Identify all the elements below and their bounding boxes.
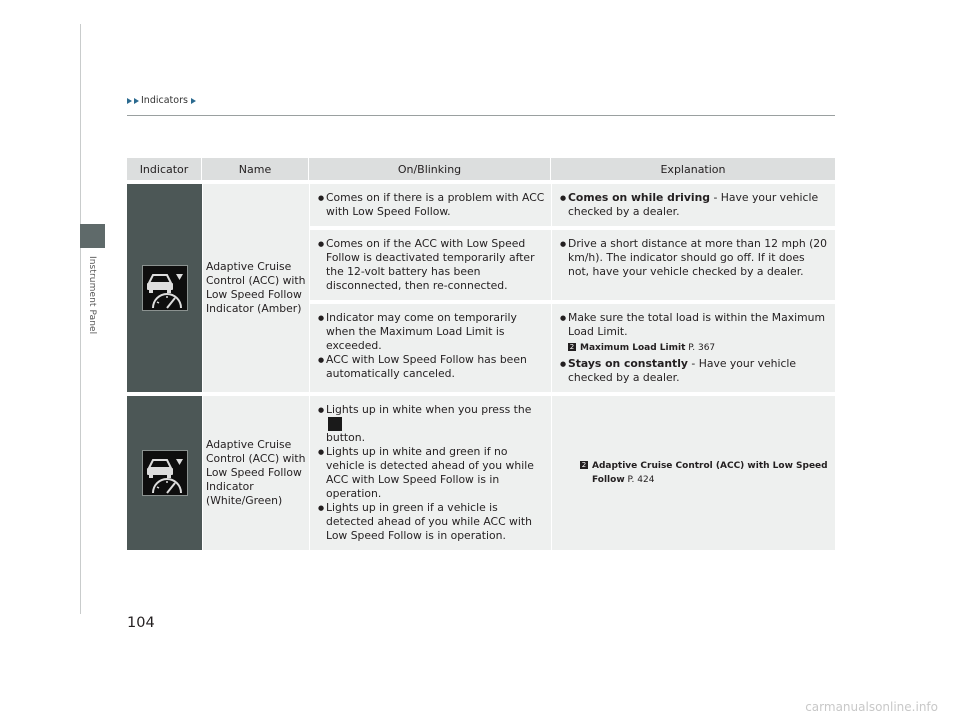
watermark: carmanualsonline.info <box>805 700 938 714</box>
explanation-emphasis: Stays on constantly <box>568 357 688 370</box>
on-text: ● Lights up in white and green if no vehicle is detected ahead of you while ACC with Low Speed Follow is in operation. <box>318 445 545 501</box>
indicator-name-cell: Adaptive Cruise Control (ACC) with Low Speed Follow Indicator (White/Green) <box>202 396 309 550</box>
on-cell <box>309 304 551 392</box>
reference-title: Maximum Load Limit <box>580 343 686 353</box>
reference-icon: 2 <box>569 343 575 351</box>
indicator-cell <box>127 184 202 392</box>
breadcrumb-section[interactable]: Indicators <box>141 95 188 106</box>
on-cell <box>309 396 551 550</box>
side-rule <box>80 24 81 614</box>
on-text <box>318 403 545 445</box>
explanation-text: ● Drive a short distance at more than 12 mph (20 km/h). The indicator should go off. If it does not, have your vehicle checked by a dealer. <box>560 237 829 279</box>
explanation-text <box>560 357 829 385</box>
table-row-group-amber <box>127 184 835 392</box>
indicator-name-cell: Adaptive Cruise Control (ACC) with Low Speed Follow Indicator (Amber) <box>202 184 309 392</box>
explanation-detail: - Have your vehicle checked by a dealer. <box>568 191 819 218</box>
acc-white-green-indicator-icon <box>142 450 188 496</box>
table-row <box>309 396 835 550</box>
arrow-right-icon <box>191 98 196 104</box>
header-on-blinking: On/Blinking <box>309 158 551 180</box>
explanation-cell <box>551 184 835 226</box>
reference-page: P. 367 <box>685 343 716 353</box>
chapter-label: Instrument Panel <box>87 256 97 335</box>
indicator-table <box>127 158 835 550</box>
table-row <box>309 184 835 226</box>
table-row-group-white-green <box>127 396 835 550</box>
on-text: ● Comes on if there is a problem with ACC with Low Speed Follow. <box>318 191 545 219</box>
acc-amber-indicator-icon <box>142 265 188 311</box>
explanation-cell <box>551 396 835 550</box>
explanation-text <box>560 191 829 219</box>
on-text: ● ACC with Low Speed Follow has been automatically canceled. <box>318 353 545 381</box>
reference-page: P. 424 <box>624 475 655 485</box>
header-indicator: Indicator <box>127 158 202 180</box>
header-explanation: Explanation <box>660 162 726 176</box>
table-header <box>127 158 835 180</box>
indicator-cell <box>127 396 202 550</box>
explanation-text: ● Make sure the total load is within the Maximum Load Limit. <box>560 311 829 339</box>
explanation-cell <box>551 230 835 300</box>
arrow-right-icon <box>134 98 139 104</box>
on-text: ● Indicator may come on temporarily when the Maximum Load Limit is exceeded. <box>318 311 545 353</box>
on-text-part: button. <box>326 431 366 444</box>
header-name: Name <box>202 158 309 180</box>
on-text: ● Lights up in green if a vehicle is detected ahead of you while ACC with Low Speed Follow is in operation. <box>318 501 545 543</box>
cross-reference-link[interactable] <box>580 459 829 487</box>
acc-button-icon <box>328 417 342 431</box>
reference-title: Adaptive Cruise Control (ACC) with Low Speed Follow <box>592 461 828 485</box>
header-divider <box>127 115 835 116</box>
on-cell <box>309 184 551 226</box>
on-text-part: Lights up in white when you press the <box>326 403 532 416</box>
on-text: ● Comes on if the ACC with Low Speed Follow is deactivated temporarily after the 12-volt battery has been disconnected, then re-connected. <box>318 237 545 293</box>
breadcrumb <box>127 95 196 106</box>
chapter-tab <box>80 224 105 248</box>
arrow-right-icon <box>127 98 132 104</box>
reference-icon: 2 <box>581 461 587 469</box>
page-number: 104 <box>127 615 155 631</box>
on-cell <box>309 230 551 300</box>
explanation-cell <box>551 304 835 392</box>
cross-reference-link[interactable] <box>568 341 829 355</box>
explanation-detail: - Have your vehicle checked by a dealer. <box>568 357 797 384</box>
explanation-emphasis: Comes on while driving <box>568 191 711 204</box>
table-row <box>309 226 835 300</box>
table-row <box>309 300 835 392</box>
